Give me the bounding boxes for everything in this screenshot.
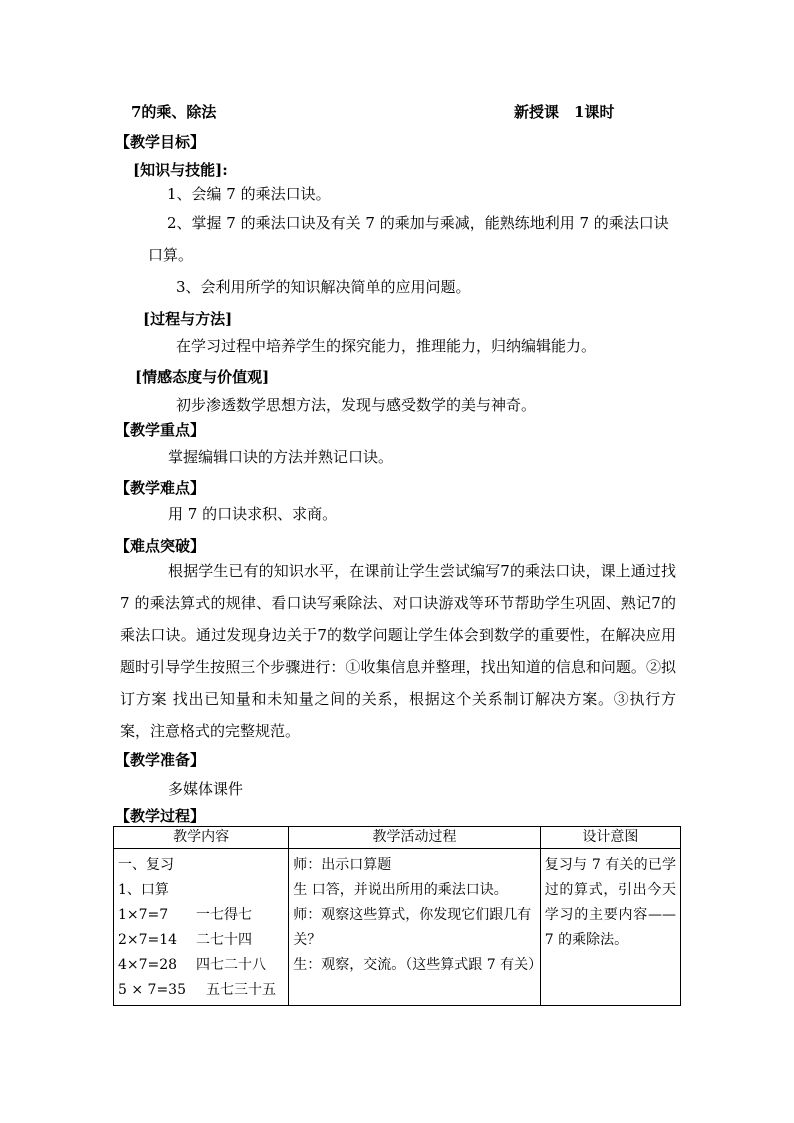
calc-rhyme: 二七十四	[196, 932, 252, 948]
activity-line: 生 口答，并说出所用的乘法口诀。	[293, 882, 508, 898]
key-points-text: 掌握编辑口诀的方法并熟记口诀。	[168, 448, 394, 466]
key-points-heading: 【教学重点】	[115, 421, 206, 439]
table-header-row	[114, 827, 681, 849]
objectives-heading: 【教学目标】	[115, 133, 206, 151]
preparation-text: 多媒体课件	[168, 780, 244, 798]
emotion-heading: [情感态度与价值观]	[135, 368, 270, 386]
calc-equation: 5 × 7=35	[118, 982, 186, 998]
content-item: 1、口算	[118, 882, 169, 898]
activity-line: 生：观察，交流。（这些算式跟 7 有关）	[293, 957, 543, 973]
calc-row	[118, 928, 284, 953]
lesson-type: 新授课 1课时	[514, 103, 615, 121]
header-activity: 教学活动过程	[289, 827, 540, 849]
calc-row	[118, 903, 284, 928]
process-section-heading: 【教学过程】	[115, 807, 206, 825]
table-row	[114, 849, 681, 1006]
content-section: 一、复习	[118, 857, 174, 873]
calc-equation: 4×7=28	[118, 957, 178, 973]
calc-row	[118, 978, 284, 1003]
calc-rhyme: 五七三十五	[206, 982, 276, 998]
calc-rhyme: 一七得七	[196, 907, 252, 923]
calc-equation: 2×7=14	[118, 932, 178, 948]
knowledge-item-1: 1、会编 7 的乘法口诀。	[167, 185, 331, 203]
intent-cell	[540, 849, 680, 1006]
breakthrough-text: 根据学生已有的知识水平，在课前让学生尝试编写7的乘法口诀，课上通过找 7 的乘法算式的规律、看口诀写乘除法、对口诀游戏等环节帮助学生巩固、熟记7的乘法口诀。通过发现身边关于7的数学问题让学生体会到数学的重要性，在解决应用题时引导学生按照三个步骤进行：①收集信息并整理，找出知道的信息和问题。②拟订方案 找出已知量和未知量之间的关系，根据这个关系制订解决方案。③执行方案，注意格式的完整规范。	[120, 562, 676, 740]
calc-equation: 1×7=7	[118, 907, 169, 923]
process-heading: [过程与方法]	[143, 310, 233, 328]
teaching-process-table	[113, 826, 681, 1006]
intent-text: 复习与 7 有关的已学过的算式，引出今天学习的主要内容——7 的乘除法。	[544, 857, 676, 948]
breakthrough-heading: 【难点突破】	[115, 537, 206, 555]
knowledge-heading: [知识与技能]:	[133, 161, 228, 179]
difficulties-heading: 【教学难点】	[115, 479, 206, 497]
calc-row	[118, 953, 284, 978]
activity-line: 师：观察这些算式，你发现它们跟几有关？	[293, 907, 532, 948]
difficulties-text: 用 7 的口诀求积、求商。	[168, 505, 338, 523]
header-content: 教学内容	[114, 827, 289, 849]
content-cell	[114, 849, 289, 1006]
knowledge-item-3: 3、会利用所学的知识解决简单的应用问题。	[176, 278, 471, 296]
preparation-heading: 【教学准备】	[115, 751, 206, 769]
calc-rhyme: 四七二十八	[196, 957, 266, 973]
activity-line: 师：出示口算题	[293, 857, 392, 873]
emotion-text: 初步渗透数学思想方法，发现与感受数学的美与神奇。	[176, 396, 537, 414]
lesson-title: 7的乘、除法	[131, 103, 217, 121]
process-text: 在学习过程中培养学生的探究能力，推理能力，归纳编辑能力。	[176, 337, 597, 355]
knowledge-item-2: 2、掌握 7 的乘法口诀及有关 7 的乘加与乘减，能熟练地利用 7 的乘法口诀口算。	[148, 214, 669, 264]
activity-cell	[289, 849, 543, 1006]
header-intent: 设计意图	[540, 827, 680, 849]
